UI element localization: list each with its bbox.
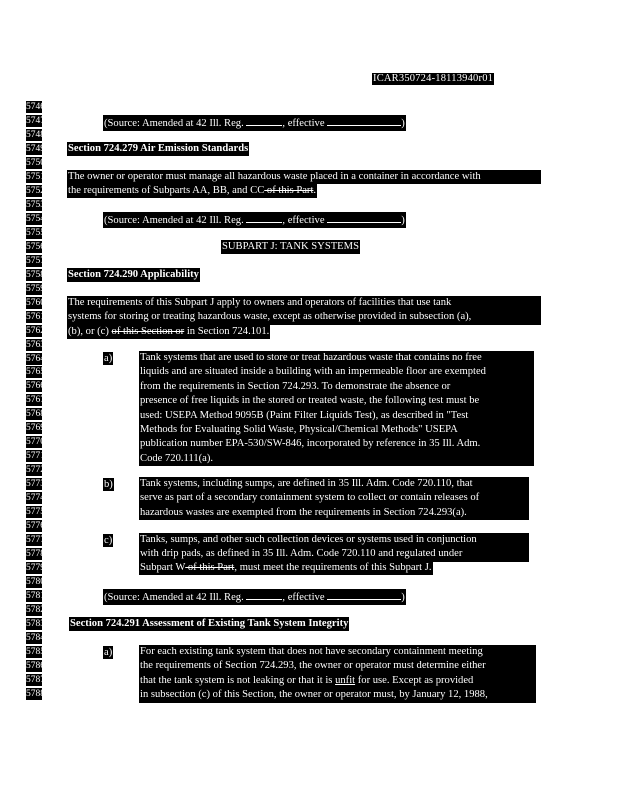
s290-subsection-c <box>139 533 529 562</box>
s290-a-line: Methods for Evaluating Solid Waste, Physical/Chemical Methods" USEPA <box>140 424 458 436</box>
source-close: ) <box>401 215 405 226</box>
line-number: 5776 <box>26 521 45 532</box>
s279-line-1: The owner or operator must manage all hazardous waste placed in a container in accordance with <box>67 170 541 184</box>
line-number: 5772 <box>26 465 45 476</box>
source-effective: , effective <box>282 215 325 226</box>
s290-intro-text: (b), or (c) <box>68 326 112 337</box>
line-number: 5767 <box>26 395 45 406</box>
line-number: 5760 <box>26 297 45 308</box>
s290-a-line: Tank systems that are used to store or treat hazardous waste that contains no free <box>140 352 482 363</box>
line-number: 5749 <box>26 143 45 154</box>
s291-subsection-a <box>139 645 536 703</box>
s290-c-line: Tanks, sumps, and other such collection devices or systems used in conjunction <box>140 534 477 545</box>
line-number: 5759 <box>26 283 45 294</box>
s291-a-line: the requirements of Section 724.293, the owner or operator must determine either <box>140 660 486 672</box>
line-number: 5752 <box>26 185 45 196</box>
source-note <box>103 212 406 228</box>
section-heading-724-279: Section 724.279 Air Emission Standards <box>67 142 249 156</box>
line-number: 5775 <box>26 507 45 518</box>
line-number: 5781 <box>26 591 45 601</box>
line-number: 5769 <box>26 423 45 434</box>
line-number: 5780 <box>26 577 45 587</box>
line-number: 5784 <box>26 632 45 643</box>
line-number: 5785 <box>26 646 45 657</box>
s290-b-line: serve as part of a secondary containment system to collect or contain releases of <box>140 492 480 504</box>
blank-line <box>327 212 401 223</box>
s279-period: . <box>313 185 317 196</box>
line-number: 5751 <box>26 171 45 182</box>
s290-subsection-a <box>139 351 534 466</box>
line-number: 5747 <box>26 116 45 126</box>
s291-a-line: For each existing tank system that does not have secondary containment meeting <box>140 646 483 657</box>
line-number: 5773 <box>26 479 45 490</box>
s291-a-underlined: unfit <box>335 674 356 686</box>
s290-subsection-b <box>139 477 529 520</box>
line-number: 5788 <box>26 688 45 699</box>
line-number: 5783 <box>26 618 45 629</box>
s291-a-line <box>140 674 535 688</box>
source-note <box>103 589 406 605</box>
s291-a-tail: for use. Except as provided <box>355 674 474 686</box>
s290-a-line: Code 720.111(a). <box>140 452 214 464</box>
line-number: 5778 <box>26 549 45 559</box>
s279-line-2 <box>67 184 317 198</box>
source-note <box>103 115 406 131</box>
s290-b-line: Tank systems, including sumps, are defined in 35 Ill. Adm. Code 720.110, that <box>140 478 473 489</box>
line-number: 5779 <box>26 563 45 573</box>
subpart-title: SUBPART J: TANK SYSTEMS <box>221 240 360 254</box>
blank-line <box>246 212 282 223</box>
blank-line <box>327 589 401 600</box>
line-number: 5756 <box>26 241 45 252</box>
s290-a-line: publication number EPA-530/SW-846, incorporated by reference in 35 Ill. Adm. <box>140 438 481 450</box>
s290-c-text: Subpart W <box>140 562 186 573</box>
line-number: 5768 <box>26 409 45 420</box>
s279-text: the requirements of Subparts AA, BB, and CC <box>68 185 265 196</box>
line-number: 5786 <box>26 660 45 671</box>
s290-c-line: with drip pads, as defined in 35 Ill. Adm. Code 720.110 and regulated under <box>140 548 463 560</box>
blank-line <box>246 589 282 600</box>
line-number: 5782 <box>26 604 45 615</box>
line-number: 5777 <box>26 535 45 546</box>
s290-intro-line: systems for storing or treating hazardous waste, except as otherwise provided in subsection (a), <box>68 311 472 323</box>
line-number: 5755 <box>26 227 45 238</box>
s290-intro-strike: of this Section or <box>111 326 185 337</box>
s291-a-line: in subsection (c) of this Section, the owner or operator must, by January 12, 1988, <box>140 689 488 701</box>
line-number: 5774 <box>26 493 45 504</box>
line-number: 5746 <box>26 102 45 112</box>
subsection-label-a: a) <box>104 647 113 658</box>
line-number: 5754 <box>26 213 45 224</box>
source-effective: , effective <box>282 592 325 603</box>
s290-c-strike: of this Part <box>185 562 235 573</box>
blank-line <box>327 115 401 126</box>
line-number: 5753 <box>26 199 45 210</box>
line-number: 5750 <box>26 157 45 168</box>
s290-c-line-3 <box>139 561 433 575</box>
s290-intro-tail: in Section 724.101. <box>184 326 270 337</box>
source-text: (Source: Amended at 42 Ill. Reg. <box>104 215 244 226</box>
line-number: 5748 <box>26 129 45 140</box>
line-number: 5770 <box>26 437 45 448</box>
s290-intro-line-3 <box>67 325 270 339</box>
line-number: 5758 <box>26 269 45 280</box>
line-number: 5771 <box>26 451 45 462</box>
s290-a-line: presence of free liquids in the stored or treated waste, the following test must be <box>140 395 480 407</box>
line-number: 5766 <box>26 381 45 392</box>
blank-line <box>246 115 282 126</box>
source-text: (Source: Amended at 42 Ill. Reg. <box>104 118 244 129</box>
document-id: ICAR350724-18113940r01 <box>373 73 494 84</box>
line-number: 5787 <box>26 674 45 685</box>
line-number: 5757 <box>26 255 45 266</box>
source-effective: , effective <box>282 118 325 129</box>
section-heading-724-291: Section 724.291 Assessment of Existing Tank System Integrity <box>69 617 349 631</box>
s290-a-line: used: USEPA Method 9095B (Paint Filter Liquids Test), as described in "Test <box>140 409 469 421</box>
line-number: 5765 <box>26 367 45 378</box>
s290-intro <box>67 296 541 325</box>
section-heading-724-290: Section 724.290 Applicability <box>67 268 200 282</box>
s291-a-text: that the tank system is not leaking or that it is <box>140 674 336 686</box>
s290-c-tail: , must meet the requirements of this Subpart J. <box>234 562 432 573</box>
s290-b-line: hazardous wastes are exempted from the requirements in Section 724.293(a). <box>140 506 467 518</box>
source-close: ) <box>401 118 405 129</box>
s279-strike: of this Part <box>264 185 314 196</box>
s290-a-line: liquids and are situated inside a building with an impermeable floor are exempted <box>140 366 486 378</box>
subsection-label-a: a) <box>104 353 113 364</box>
line-number: 5764 <box>26 353 45 364</box>
s290-a-line: from the requirements in Section 724.293. To demonstrate the absence or <box>140 380 451 392</box>
s290-intro-line: The requirements of this Subpart J apply to owners and operators of facilities that use tank <box>68 297 452 308</box>
line-number: 5762 <box>26 325 45 336</box>
subsection-label-b: b) <box>104 479 113 490</box>
source-close: ) <box>401 592 405 603</box>
line-number: 5761 <box>26 311 45 322</box>
subsection-label-c: c) <box>104 535 113 546</box>
source-text: (Source: Amended at 42 Ill. Reg. <box>104 592 244 603</box>
line-number: 5763 <box>26 339 45 350</box>
